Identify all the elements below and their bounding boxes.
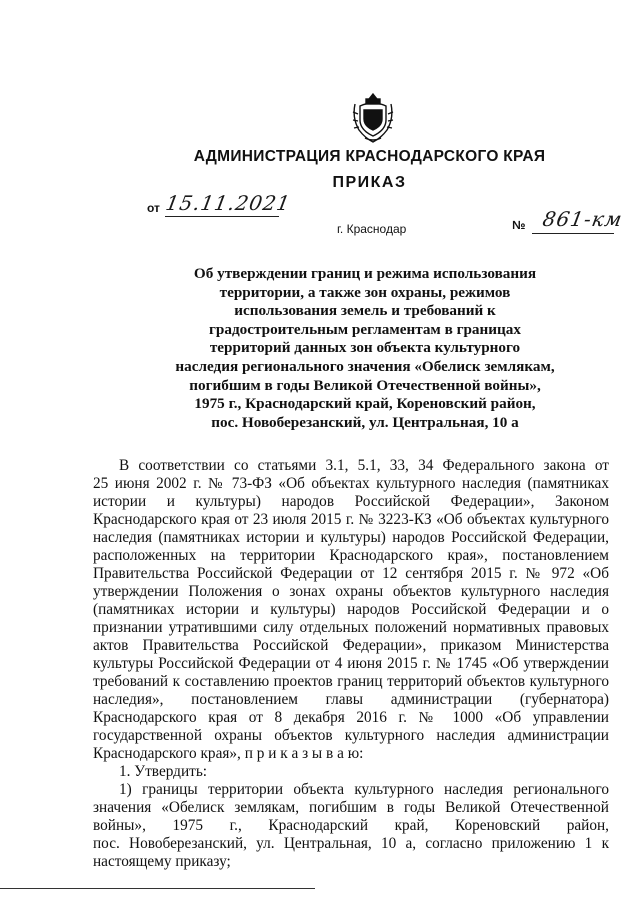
title-line: пос. Новоберезанский, ул. Центральная, 10 а <box>211 413 519 431</box>
body-line: наследия», постановлением главы администрации (губернатора) <box>93 691 609 708</box>
date-underline <box>165 216 279 217</box>
handwritten-number: 861-км <box>540 207 625 231</box>
item-heading: 1. Утвердить: <box>119 763 208 780</box>
title-line: Об утверждении границ и режима использования <box>193 265 537 282</box>
body-line: 25 июня 2002 г. № 73-ФЗ «Об объектах культурного наследия (памятниках <box>93 475 609 492</box>
organization-name: АДМИНИСТРАЦИЯ КРАСНОДАРСКОГО КРАЯ <box>193 148 546 165</box>
footer-separator <box>0 888 315 889</box>
number-underline <box>532 233 614 234</box>
body-line: (памятниках истории и культуры) народов Российской Федерации и о <box>93 601 609 618</box>
title-line: 1975 г., Краснодарский край, Кореновский район, <box>194 395 536 413</box>
sub-item-line: настоящему приказу; <box>93 853 231 870</box>
sub-item-line: значения «Обелиск землякам, погибшим в годы Великой Отечественной <box>93 799 609 816</box>
body-line: Краснодарского края от 23 июля 2015 г. № 3223-КЗ «Об объектах культурного <box>93 511 609 528</box>
document-body <box>93 457 609 871</box>
body-line: Правительства Российской Федерации от 12 сентября 2015 г. № 972 «Об <box>93 565 609 582</box>
krasnodar-coat-of-arms-icon <box>351 92 395 144</box>
title-line: территорий данных зон объекта культурного <box>209 339 521 357</box>
document-type: ПРИКАЗ <box>332 174 407 191</box>
city-label: г. Краснодар <box>337 222 407 236</box>
body-line: государственной охраны объектов культурного наследия администрации <box>93 727 609 744</box>
title-line: территории, а также зон охраны, режимов <box>219 283 511 301</box>
title-line: погибшим в годы Великой Отечественной войны», <box>189 376 541 394</box>
document-title <box>130 265 600 432</box>
title-line: градостроительным регламентам в границах <box>209 320 521 338</box>
number-prefix: № <box>512 218 526 232</box>
body-line: признании утратившими силу отдельных положений нормативных правовых <box>93 619 609 636</box>
body-line: культуры Российской Федерации от 4 июня 2015 г. № 1745 «Об утверждении <box>93 655 609 672</box>
title-line: наследия регионального значения «Обелиск землякам, <box>175 357 555 375</box>
body-line: Краснодарского края от 8 декабря 2016 г. № 1000 «Об управлении <box>93 709 609 726</box>
body-line: утверждении Положения о зонах охраны объектов культурного наследия <box>93 583 609 600</box>
handwritten-date: 15.11.2021 <box>163 191 293 215</box>
date-prefix: от <box>147 201 160 215</box>
body-line: истории и культуры) народов Российской Федерации», Законом <box>93 493 609 510</box>
sub-item-line: 1) границы территории объекта культурного наследия регионального <box>119 781 609 798</box>
body-line: актов Правительства Российской Федерации», приказом Министерства <box>93 637 609 654</box>
body-line: расположенных на территории Краснодарского края», постановлением <box>93 547 609 564</box>
body-line: В соответствии со статьями 3.1, 5.1, 33, 34 Федерального закона от <box>119 457 609 474</box>
sub-item-line: пос. Новоберезанский, ул. Центральная, 10 а, согласно приложению 1 к <box>93 835 609 852</box>
title-line: использования земель и требований к <box>234 302 496 320</box>
body-line: Краснодарского края», п р и к а з ы в а ю: <box>93 745 364 762</box>
body-line: требований к составлению проектов границ территорий объектов культурного <box>93 673 609 690</box>
body-line: наследия (памятниках истории и культуры) народов Российской Федерации, <box>93 529 609 546</box>
sub-item-line: войны», 1975 г., Краснодарский край, Кореновский район, <box>93 817 609 834</box>
